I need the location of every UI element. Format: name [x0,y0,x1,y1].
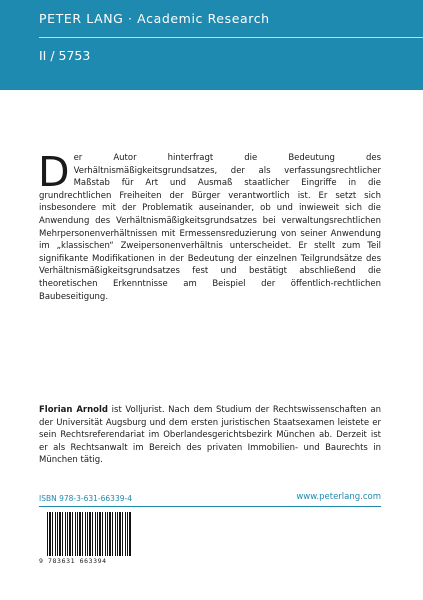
drop-cap: D [38,148,70,196]
header-divider [39,37,423,38]
isbn: ISBN 978-3-631-66339-4 [39,494,132,503]
author-bio [39,404,381,467]
header-band [0,0,423,90]
series-number: II / 5753 [39,48,91,63]
publisher-website-link[interactable]: www.peterlang.com [296,492,381,502]
abstract-text [38,148,381,303]
footer-divider [39,506,381,507]
barcode [39,510,135,572]
author-bio-text: ist Volljurist. Nach dem Studium der Rechtswissenschaften an der Universität Augsburg und dem ersten juristischen Staatsexamen leistete er sein Rechtsreferendariat im Oberlandesgerichtsbezirk München ab. Derzeit ist er als Rechtsanwalt im Bereich des privaten Immobilien- und Baurechts in München tätig. [39,405,381,466]
publisher-name: PETER LANG · Academic Research [39,11,270,26]
author-name: Florian Arnold [39,405,109,415]
barcode-digits: 9 783631 663394 [39,557,107,565]
barcode-bars [47,512,131,556]
abstract-body: er Autor hinterfragt die Bedeutung des Verhältnismäßigkeitsgrundsatzes, der als verfassungsrechtlicher Maßstab für Art und Ausmaß staatlicher Eingriffe in die grundrechtlichen Freiheiten der Bürger verantwortlich ist. Er setzt sich insbesondere mit der Problematik auseinander, ob und inwieweit sich die Anwendung des Verhältnismäßigkeitsgrundsatzes bei verwaltungsrechtlichen Mehrpersonenverhältnissen mit Ermessensreduzierung von seiner Anwendung im „klassischen“ Zweipersonenverhältnis unterscheidet. Er stellt zum Teil signifikante Modifikationen in der Bedeutung der einzelnen Teilgrundsätze des Verhältnismäßigkeitsgrundsatzes fest und bestätigt abschließend die theoretischen Erkenntnisse am Beispiel der öffentlich-rechtlichen Baubeseitigung. [39,153,381,302]
